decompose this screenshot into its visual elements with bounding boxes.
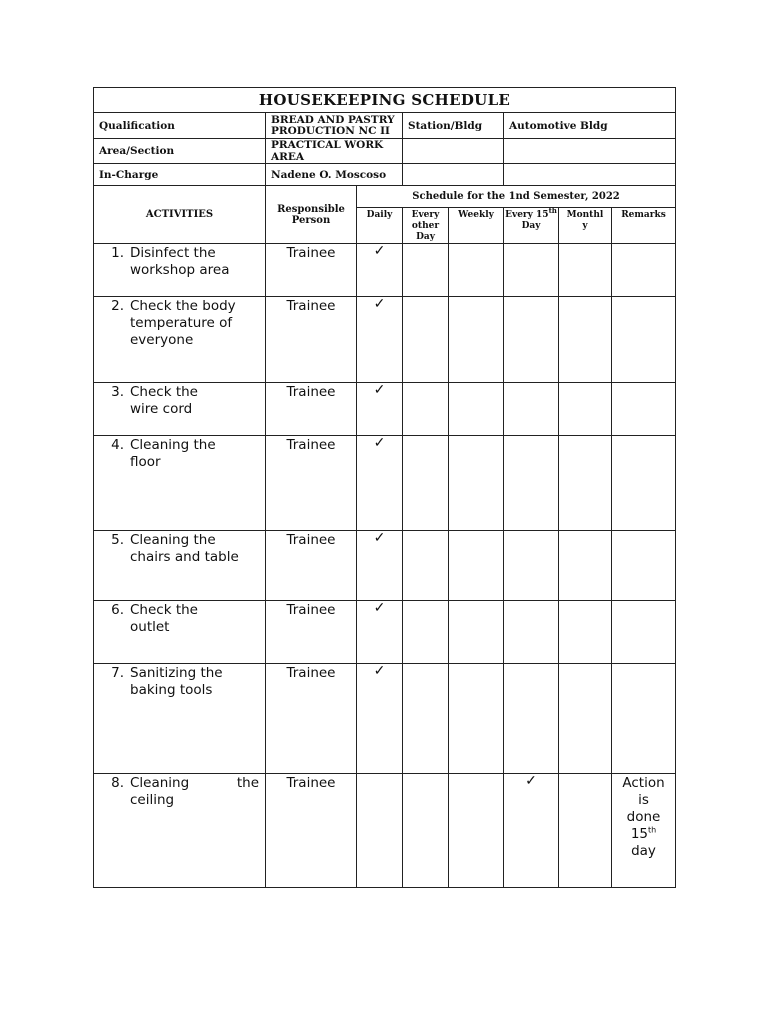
table-row: [94, 664, 676, 774]
weekly-cell: [449, 383, 504, 436]
activity-text: Cleaning the ceiling: [130, 775, 259, 808]
activity-text: Check the outlet: [130, 602, 198, 635]
every-other-day-cell: [403, 664, 449, 774]
weekly-header: Weekly: [449, 208, 504, 244]
table-row: [94, 601, 676, 664]
monthly-header: Monthl y: [559, 208, 612, 244]
activity-text: Sanitizing the baking tools: [130, 665, 223, 698]
responsible-person: Trainee: [266, 664, 357, 774]
responsible-person: Trainee: [266, 601, 357, 664]
monthly-cell: [559, 244, 612, 297]
weekly-cell: [449, 774, 504, 888]
weekly-cell: [449, 601, 504, 664]
activity-cell: 8. Cleaning the ceiling: [94, 774, 266, 888]
table-row: [94, 297, 676, 383]
every-15th-day-header: Every 15th Day: [504, 208, 559, 244]
monthly-cell: [559, 383, 612, 436]
every-other-day-cell: [403, 244, 449, 297]
daily-check: ✓: [357, 383, 403, 436]
monthly-cell: [559, 664, 612, 774]
remarks-cell: [612, 531, 676, 601]
table-row: [94, 244, 676, 297]
every-other-day-cell: [403, 297, 449, 383]
area-blank-cell-2: [504, 139, 676, 164]
activity-cell: 4. Cleaning the floor: [94, 436, 266, 531]
daily-check: ✓: [357, 664, 403, 774]
every-other-day-cell: [403, 774, 449, 888]
page-title: HOUSEKEEPING SCHEDULE: [94, 88, 676, 113]
activity-cell: 7. Sanitizing the baking tools: [94, 664, 266, 774]
every-other-day-cell: [403, 601, 449, 664]
daily-check: ✓: [357, 297, 403, 383]
daily-check: ✓: [357, 244, 403, 297]
daily-check: ✓: [357, 601, 403, 664]
activity-text: Cleaning the floor: [130, 437, 216, 470]
remarks-cell: [612, 383, 676, 436]
every-15th-day-cell: [504, 531, 559, 601]
qualification-label: Qualification: [94, 113, 266, 139]
incharge-value: Nadene O. Moscoso: [266, 164, 403, 186]
activity-text: Disinfect the workshop area: [130, 245, 230, 278]
responsible-person: Trainee: [266, 297, 357, 383]
remarks-cell: [612, 244, 676, 297]
weekly-cell: [449, 664, 504, 774]
activity-cell: 2. Check the body temperature of everyone: [94, 297, 266, 383]
weekly-cell: [449, 244, 504, 297]
every-15th-day-cell: [504, 297, 559, 383]
table-row: [94, 436, 676, 531]
every-other-day-cell: [403, 531, 449, 601]
monthly-cell: [559, 774, 612, 888]
every-15th-day-cell: [504, 383, 559, 436]
incharge-blank-cell: [403, 164, 504, 186]
weekly-cell: [449, 297, 504, 383]
every-other-day-cell: [403, 436, 449, 531]
table-row: [94, 774, 676, 888]
station-label: Station/Bldg: [403, 113, 504, 139]
responsible-person: Trainee: [266, 244, 357, 297]
every-15th-day-cell: [504, 601, 559, 664]
area-label: Area/Section: [94, 139, 266, 164]
remarks-cell: [612, 601, 676, 664]
daily-check: ✓: [357, 531, 403, 601]
table-row: [94, 531, 676, 601]
qualification-value: BREAD AND PASTRY PRODUCTION NC II: [266, 113, 403, 139]
every-15th-day-cell: [504, 664, 559, 774]
daily-cell: [357, 774, 403, 888]
remarks-header: Remarks: [612, 208, 676, 244]
monthly-cell: [559, 601, 612, 664]
remarks-text: Action is done 15th day: [622, 775, 665, 859]
daily-header: Daily: [357, 208, 403, 244]
monthly-cell: [559, 436, 612, 531]
incharge-label: In-Charge: [94, 164, 266, 186]
monthly-cell: [559, 531, 612, 601]
responsible-person: Trainee: [266, 383, 357, 436]
schedule-header: Schedule for the 1nd Semester, 2022: [357, 186, 676, 208]
station-value: Automotive Bldg: [504, 113, 676, 139]
remarks-cell: [612, 664, 676, 774]
activity-cell: 1. Disinfect the workshop area: [94, 244, 266, 297]
every-15th-day-cell: [504, 244, 559, 297]
activity-cell: 6. Check the outlet: [94, 601, 266, 664]
activity-text: Cleaning the chairs and table: [130, 532, 239, 565]
responsible-person: Trainee: [266, 774, 357, 888]
monthly-cell: [559, 297, 612, 383]
activity-text: Check the body temperature of everyone: [130, 298, 236, 348]
responsible-header: Responsible Person: [266, 186, 357, 244]
remarks-cell: [612, 774, 676, 888]
activity-cell: 3. Check the wire cord: [94, 383, 266, 436]
remarks-cell: [612, 436, 676, 531]
weekly-cell: [449, 531, 504, 601]
responsible-person: Trainee: [266, 436, 357, 531]
every-other-day-header: Every other Day: [403, 208, 449, 244]
housekeeping-schedule-table: [93, 87, 676, 888]
every-other-day-cell: [403, 383, 449, 436]
area-blank-cell: [403, 139, 504, 164]
remarks-cell: [612, 297, 676, 383]
daily-check: ✓: [357, 436, 403, 531]
every-15th-day-check: ✓: [504, 774, 559, 888]
weekly-cell: [449, 436, 504, 531]
activity-text: Check the wire cord: [130, 384, 198, 417]
incharge-blank-cell-2: [504, 164, 676, 186]
every-15th-day-cell: [504, 436, 559, 531]
activity-cell: 5. Cleaning the chairs and table: [94, 531, 266, 601]
activities-header: ACTIVITIES: [94, 186, 266, 244]
responsible-person: Trainee: [266, 531, 357, 601]
area-value: PRACTICAL WORK AREA: [266, 139, 403, 164]
table-row: [94, 383, 676, 436]
